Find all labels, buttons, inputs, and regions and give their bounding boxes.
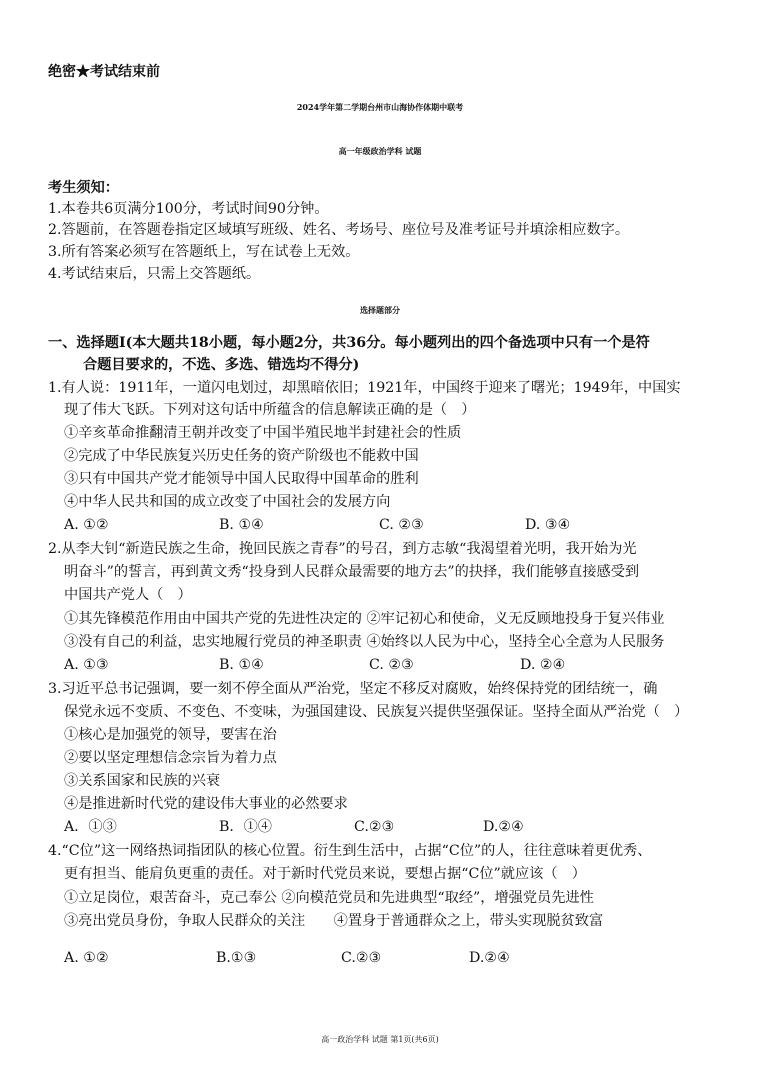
question-stem: 1.有人说：1911年，一道闪电划过，却黑暗依旧；1921年，中国终于迎来了曙光；1949年，中国实 [48, 380, 681, 396]
option-a[interactable]: A. ①③ [64, 657, 109, 673]
confidential-mark: 绝密★考试结束前 [48, 64, 160, 80]
statement: ①辛亥革命推翻清王朝并改变了中国半殖民地半封建社会的性质 [64, 425, 462, 441]
question-stem: 现了伟大飞跃。下列对这句话中所蕴含的信息解读正确的是（ ） [64, 402, 476, 418]
statement: ③关系国家和民族的兴衰 [64, 773, 221, 789]
option-a[interactable]: A．①③ [64, 819, 117, 835]
option-d[interactable]: D. ③④ [525, 517, 571, 533]
exam-subtitle: 高一年级政治学科 试题 [338, 146, 422, 156]
statement: ③亮出党员身份，争取人民群众的关注 ④置身于普通群众之上，带头实现脱贫致富 [64, 913, 604, 929]
question-stem: 2.从李大钊“新造民族之生命，挽回民族之青春”的号召，到方志敏“我渴望着光明，我开始为光 [48, 541, 637, 557]
option-c[interactable]: C.②③ [354, 819, 395, 835]
statement: ③只有中国共产党才能领导中国人民取得中国革命的胜利 [64, 471, 419, 487]
instruction-line: 一、选择题Ⅰ(本大题共18小题，每小题2分，共36分。每小题列出的四个备选项中只有一个是符 [48, 335, 650, 351]
notice-item: 4.考试结束后，只需上交答题纸。 [48, 266, 261, 282]
exam-title: 2024学年第二学期台州市山海协作体期中联考 [296, 102, 464, 112]
statement: ④中华人民共和国的成立改变了中国社会的发展方向 [64, 494, 391, 510]
question-stem: 3.习近平总书记强调，要一刻不停全面从严治党，坚定不移反对腐败，始终保持党的团结统一，确 [48, 681, 658, 697]
notice-heading: 考生须知： [48, 180, 119, 196]
notice-item: 2.答题前，在答题卷指定区域填写班级、姓名、考场号、座位号及准考证号并填涂相应数字。 [48, 222, 630, 238]
option-d[interactable]: D.②④ [483, 819, 524, 835]
option-b[interactable]: B.①③ [216, 950, 257, 966]
options-row [0, 655, 760, 675]
option-d[interactable]: D.②④ [469, 950, 510, 966]
option-a[interactable]: A. ①② [64, 517, 109, 533]
statement: ②要以坚定理想信念宗旨为着力点 [64, 750, 277, 766]
statement: ①立足岗位，艰苦奋斗，克己奉公 ②向模范党员和先进典型“取经”，增强党员先进性 [64, 890, 594, 906]
question-stem: 4.“C位”这一网络热词指团队的核心位置。衍生到生活中，占据“C位”的人，往往意味着更优秀、 [48, 843, 652, 859]
notice-item: 1.本卷共6页满分100分，考试时间90分钟。 [48, 201, 329, 217]
option-c[interactable]: C. ②③ [379, 517, 424, 533]
statement: ③没有自己的利益，忠实地履行党员的神圣职责 ④始终以人民为中心，坚持全心全意为人民服务 [64, 634, 665, 650]
option-b[interactable]: B. ①④ [219, 657, 264, 673]
statement: ①其先锋模范作用由中国共产党的先进性决定的 ②牢记初心和使命，义无反顾地投身于复兴伟业 [64, 611, 665, 627]
option-c[interactable]: C.②③ [341, 950, 382, 966]
question-stem: 明奋斗”的誓言，再到黄文秀“投身到人民群众最需要的地方去”的抉择，我们能够直接感受到 [64, 564, 640, 580]
statement: ④是推进新时代党的建设伟大事业的必然要求 [64, 796, 348, 812]
option-b[interactable]: B．①④ [219, 819, 272, 835]
statement: ①核心是加强党的领导，要害在治 [64, 727, 277, 743]
question-stem: 更有担当、能肩负更重的责任。对于新时代党员来说，要想占据“C位”就应该（ ） [64, 866, 586, 882]
question-stem: 保党永远不变质、不变色、不变味，为强国建设、民族复兴提供坚强保证。坚持全面从严治党（ ） [64, 704, 689, 720]
option-d[interactable]: D. ②④ [520, 657, 566, 673]
statement: ②完成了中华民族复兴历史任务的资产阶级也不能救中国 [64, 448, 419, 464]
options-row [0, 948, 760, 968]
section-title: 选择题部分 [360, 305, 400, 315]
option-b[interactable]: B. ①④ [219, 517, 264, 533]
notice-item: 3.所有答案必须写在答题纸上，写在试卷上无效。 [48, 244, 360, 260]
page-footer: 高一政治学科 试题 第1页(共6页) [321, 1035, 439, 1044]
instruction-line: 合题目要求的，不选、多选、错选均不得分) [83, 357, 360, 373]
options-row [0, 515, 760, 535]
option-a[interactable]: A. ①② [64, 950, 109, 966]
option-c[interactable]: C. ②③ [369, 657, 414, 673]
question-stem: 中国共产党人（ ） [64, 587, 192, 603]
options-row [0, 817, 760, 837]
